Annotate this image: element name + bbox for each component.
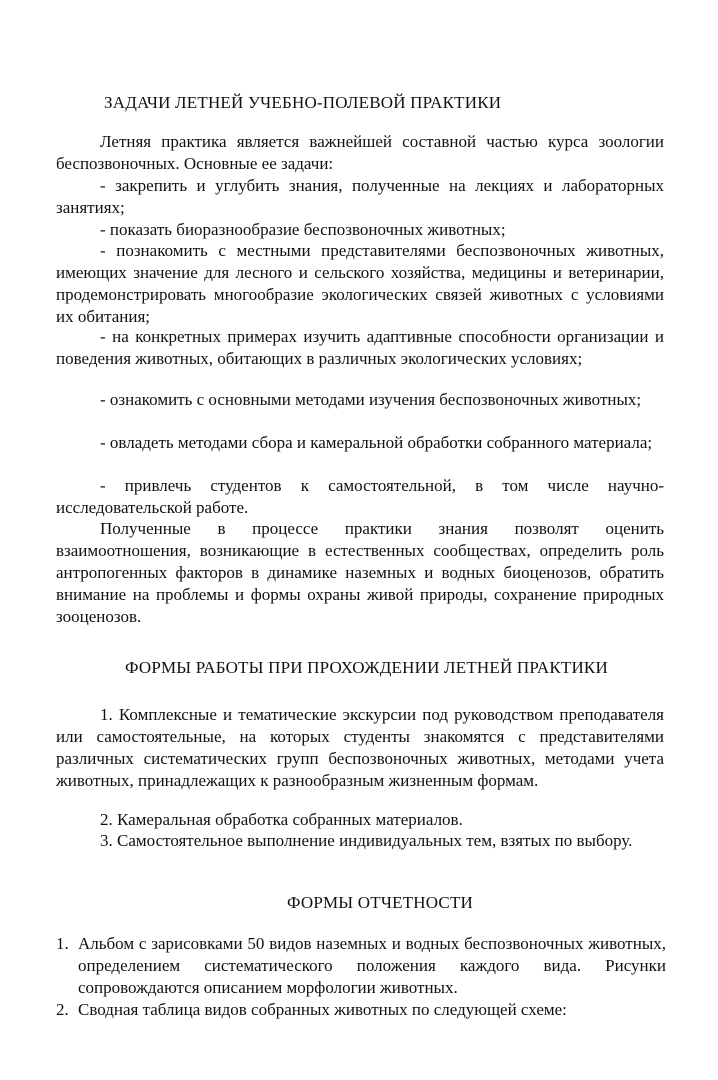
reporting-item-number: 2.	[56, 1000, 69, 1019]
work-form-item-1: 1. Комплексные и тематические экскурсии под руководством преподавателя или самостоятельные, на которых студенты знакомятся с представителями различных систематических групп беспозвоночных животных, методами учета животных, принадлежащих к разнообразным жизненным формам.	[56, 705, 664, 790]
task-item-6: - овладеть методами сбора и камеральной обработки собранного материала;	[100, 433, 653, 452]
task-item-2: - показать биоразнообразие беспозвоночных животных;	[100, 220, 506, 239]
reporting-item-2	[56, 999, 666, 1021]
conclusion-paragraph: Полученные в процессе практики знания позволят оценить взаимоотношения, возникающие в естественных сообществах, определить роль антропогенных факторов в динамике наземных и водных биоценозов, обратить внимание на проблемы и формы охраны живой природы, сохранение природных зооценозов.	[56, 519, 664, 626]
reporting-item-text: Сводная таблица видов собранных животных по следующей схеме:	[78, 1000, 567, 1019]
section-title-tasks: ЗАДАЧИ ЛЕТНЕЙ УЧЕБНО-ПОЛЕВОЙ ПРАКТИКИ	[104, 93, 502, 112]
task-item-4: - на конкретных примерах изучить адаптивные способности организации и поведения животных, обитающих в различных экологических условиях;	[56, 327, 664, 368]
reporting-item-number: 1.	[56, 934, 69, 953]
section-title-reporting: ФОРМЫ ОТЧЕТНОСТИ	[287, 893, 473, 912]
task-item-5: - ознакомить с основными методами изучения беспозвоночных животных;	[100, 390, 642, 409]
task-item-3: - познакомить с местными представителями беспозвоночных животных, имеющих значение для лесного и сельского хозяйства, медицины и ветеринарии, продемонстрировать многообразие экологических связей животных с условиями их обитания;	[56, 241, 664, 326]
work-form-item-3: 3. Самостоятельное выполнение индивидуальных тем, взятых по выбору.	[100, 831, 633, 850]
reporting-item-1	[56, 933, 666, 999]
section-title-work-forms: ФОРМЫ РАБОТЫ ПРИ ПРОХОЖДЕНИИ ЛЕТНЕЙ ПРАКТИКИ	[125, 658, 608, 677]
task-item-1: - закрепить и углубить знания, полученные на лекциях и лабораторных занятиях;	[56, 176, 664, 217]
reporting-item-text: Альбом с зарисовками 50 видов наземных и водных беспозвоночных животных, определением систематического положения каждого вида. Рисунки сопровождаются описанием морфологии животных.	[78, 934, 666, 997]
work-form-item-2: 2. Камеральная обработка собранных материалов.	[100, 810, 463, 829]
intro-paragraph: Летняя практика является важнейшей составной частью курса зоологии беспозвоночных. Основные ее задачи:	[56, 132, 664, 173]
task-item-7: - привлечь студентов к самостоятельной, в том числе научно-исследовательской работе.	[56, 476, 664, 517]
reporting-list	[56, 933, 666, 1021]
